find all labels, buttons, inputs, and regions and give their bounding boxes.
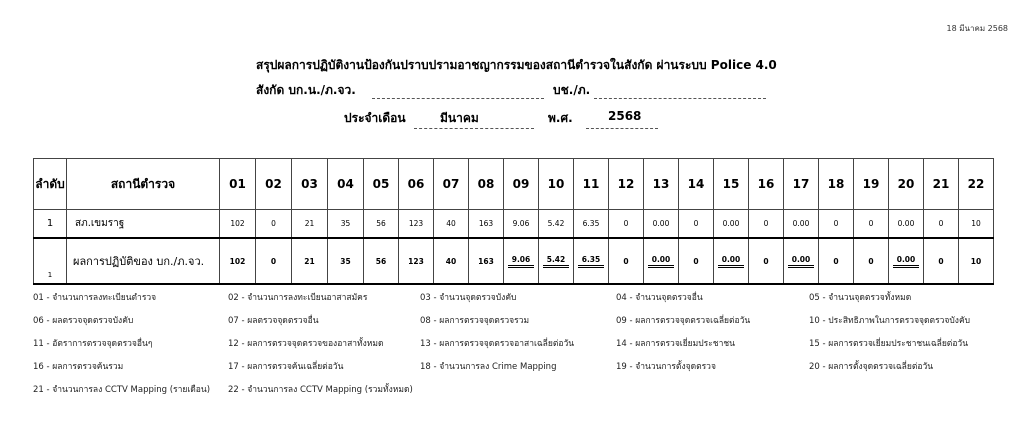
total-cell <box>644 238 679 284</box>
row-cell: 0 <box>854 210 889 239</box>
total-cell: 0 <box>256 238 292 284</box>
column-legend <box>33 292 993 397</box>
year-value: 2568 <box>608 109 642 123</box>
legend-item: 03 - จำนวนจุดตรวจบังคับ <box>420 293 517 303</box>
header-col: 05 <box>364 159 399 210</box>
legend-item: 09 - ผลการตรวจจุดตรวจเฉลี่ยต่อวัน <box>616 316 751 326</box>
legend-item: 07 - ผลตรวจจุดตรวจอื่น <box>228 316 319 326</box>
total-cell <box>784 238 819 284</box>
header-col: 09 <box>504 159 539 210</box>
summary-table <box>33 158 994 285</box>
row-cell: 10 <box>959 210 994 239</box>
month-value: มีนาคม <box>440 111 479 125</box>
row-cell: 21 <box>292 210 328 239</box>
total-cell: 0 <box>924 238 959 284</box>
row-cell: 0.00 <box>784 210 819 239</box>
row-cell: 123 <box>399 210 434 239</box>
legend-item: 01 - จำนวนการลงทะเบียนตำรวจ <box>33 293 157 303</box>
legend-item: 15 - ผลการตรวจเยี่ยมประชาชนเฉลี่ยต่อวัน <box>809 339 969 349</box>
header-col: 14 <box>679 159 714 210</box>
total-cell-value: 0.00 <box>718 255 745 268</box>
row-cell: 163 <box>469 210 504 239</box>
header-col: 08 <box>469 159 504 210</box>
legend-item: 13 - ผลการตรวจจุดตรวจอาสาเฉลี่ยต่อวัน <box>420 339 575 349</box>
header-col: 13 <box>644 159 679 210</box>
year-underline <box>586 128 658 129</box>
total-cell <box>539 238 574 284</box>
legend-item: 14 - ผลการตรวจเยี่ยมประชาชน <box>616 339 735 349</box>
total-cell-value: 5.42 <box>543 255 570 268</box>
total-cell: 35 <box>328 238 364 284</box>
affiliation-blank-line <box>372 98 544 99</box>
header-station: สถานีตำรวจ <box>67 159 220 210</box>
row-cell: 5.42 <box>539 210 574 239</box>
legend-item: 16 - ผลการตรวจค้นรวม <box>33 362 124 372</box>
division-blank-line <box>594 98 766 99</box>
table-header-row <box>34 159 994 210</box>
header-no: ลำดับ <box>34 159 67 210</box>
total-cell-value: 6.35 <box>578 255 605 268</box>
total-cell: 56 <box>364 238 399 284</box>
row-cell: 0 <box>609 210 644 239</box>
year-label: พ.ศ. <box>548 111 573 125</box>
row-cell: 0 <box>679 210 714 239</box>
report-date: 18 มีนาคม 2568 <box>946 24 1008 33</box>
header-col: 22 <box>959 159 994 210</box>
legend-item: 17 - ผลการตรวจค้นเฉลี่ยต่อวัน <box>228 362 344 372</box>
header-col: 02 <box>256 159 292 210</box>
legend-item: 10 - ประสิทธิภาพในการตรวจจุดตรวจบังคับ <box>809 316 971 326</box>
header-col: 19 <box>854 159 889 210</box>
row-cell: 6.35 <box>574 210 609 239</box>
total-row <box>34 238 994 284</box>
legend-item: 22 - จำนวนการลง CCTV Mapping (รวมทั้งหมด) <box>228 385 413 395</box>
row-cell: 35 <box>328 210 364 239</box>
row-cell: 56 <box>364 210 399 239</box>
total-cell <box>889 238 924 284</box>
total-cell: 0 <box>749 238 784 284</box>
report-title: สรุปผลการปฏิบัติงานป้องกันปราบปรามอาชญากรรมของสถานีตำรวจในสังกัด ผ่านระบบ Police 4.0 <box>256 58 777 72</box>
header-col: 10 <box>539 159 574 210</box>
legend-item: 08 - ผลการตรวจจุดตรวจรวม <box>420 316 530 326</box>
row-no: 1 <box>34 210 67 239</box>
total-cell-value: 0.00 <box>648 255 675 268</box>
header-col: 18 <box>819 159 854 210</box>
total-cell <box>574 238 609 284</box>
legend-item: 21 - จำนวนการลง CCTV Mapping (รายเดือน) <box>33 385 211 395</box>
header-col: 03 <box>292 159 328 210</box>
row-cell: 0 <box>256 210 292 239</box>
month-underline <box>414 128 534 129</box>
total-cell: 102 <box>220 238 256 284</box>
header-col: 20 <box>889 159 924 210</box>
header-col: 17 <box>784 159 819 210</box>
header-col: 15 <box>714 159 749 210</box>
legend-item: 02 - จำนวนการลงทะเบียนอาสาสมัคร <box>228 293 368 303</box>
row-cell: 0.00 <box>889 210 924 239</box>
total-cell: 123 <box>399 238 434 284</box>
header-col: 11 <box>574 159 609 210</box>
total-cell: 21 <box>292 238 328 284</box>
legend-item: 06 - ผลตรวจจุดตรวจบังคับ <box>33 316 134 326</box>
division-label: บช./ภ. <box>553 83 591 97</box>
row-cell: 0.00 <box>714 210 749 239</box>
table-row <box>34 210 994 239</box>
legend-item: 04 - จำนวนจุดตรวจอื่น <box>616 293 703 303</box>
legend-item: 05 - จำนวนจุดตรวจทั้งหมด <box>809 293 912 303</box>
header-col: 21 <box>924 159 959 210</box>
header-col: 01 <box>220 159 256 210</box>
legend-item: 20 - ผลการตั้งจุดตรวจเฉลี่ยต่อวัน <box>809 362 934 372</box>
total-cell-value: 9.06 <box>508 255 535 268</box>
row-cell: 9.06 <box>504 210 539 239</box>
total-cell: 0 <box>819 238 854 284</box>
header-col: 16 <box>749 159 784 210</box>
total-cell-value: 0.00 <box>788 255 815 268</box>
total-cell: 40 <box>434 238 469 284</box>
header-col: 06 <box>399 159 434 210</box>
row-cell: 0.00 <box>644 210 679 239</box>
total-cell-value: 0.00 <box>893 255 920 268</box>
row-cell: 0 <box>819 210 854 239</box>
affiliation-label: สังกัด บก.น./ภ.จว. <box>256 83 356 97</box>
row-cell: 0 <box>924 210 959 239</box>
total-cell: 0 <box>609 238 644 284</box>
total-label: ผลการปฏิบัติของ บก./ภ.จว. <box>67 238 220 284</box>
row-cell: 102 <box>220 210 256 239</box>
total-cell: 10 <box>959 238 994 284</box>
legend-item: 18 - จำนวนการลง Crime Mapping <box>420 362 557 372</box>
header-col: 04 <box>328 159 364 210</box>
row-cell: 40 <box>434 210 469 239</box>
total-cell: 163 <box>469 238 504 284</box>
legend-item: 19 - จำนวนการตั้งจุดตรวจ <box>616 362 716 372</box>
legend-item: 11 - อัตราการตรวจจุดตรวจอื่นๆ <box>33 339 153 349</box>
legend-item: 12 - ผลการตรวจจุดตรวจของอาสาทั้งหมด <box>228 339 384 349</box>
total-no: 1 <box>34 238 67 284</box>
row-cell: 0 <box>749 210 784 239</box>
header-col: 07 <box>434 159 469 210</box>
total-cell: 0 <box>679 238 714 284</box>
total-cell <box>714 238 749 284</box>
total-cell <box>504 238 539 284</box>
total-cell: 0 <box>854 238 889 284</box>
row-station: สภ.เขมราฐ <box>67 210 220 239</box>
month-label: ประจำเดือน <box>344 111 406 125</box>
header-col: 12 <box>609 159 644 210</box>
